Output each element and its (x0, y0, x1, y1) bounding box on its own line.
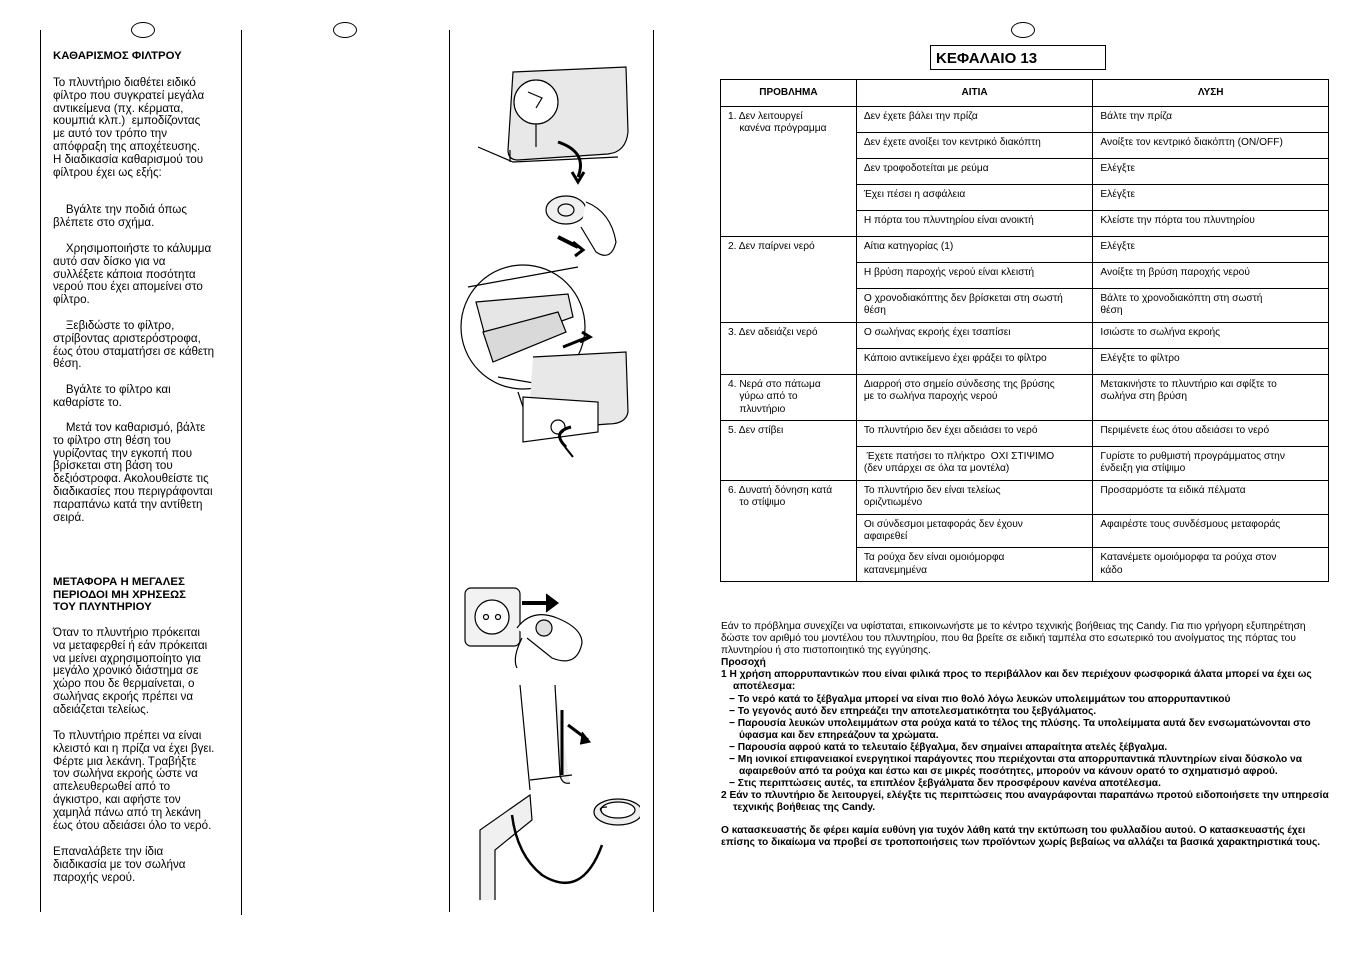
drain-hose-illustration (510, 680, 595, 795)
problem-cell: 1. Δεν λειτουργεί κανένα πρόγραμμα (721, 107, 857, 237)
transport-title: ΜΕΤΑΦΟΡΑ Η ΜΕΓΑΛΕΣ ΠΕΡΙΟΔΟΙ ΜΗ ΧΡΗΣΕΩΣ ΤΟΥ ΠΛΥΝΤΗΡΙΟΥ (53, 576, 186, 614)
cause-cell: Διαρροή στο σημείο σύνδεσης της βρύσης με το σωλήνα παροχής νερού (856, 374, 1093, 420)
manufacturer-disclaimer: Ο κατασκευαστής δε φέρει καμία ευθύνη για τυχόν λάθη κατά την εκτύπωση του φυλλαδίου αυτού. Ο κατασκευαστής έχει επίσης το δικαίωμα να προβεί σε τροποποιήσεις των προϊόντων χωρίς βεβαίως να αλλάζει τα βασικά χαρακτηριστικά τους. (721, 824, 1321, 848)
unplug-illustration (462, 578, 597, 668)
cause-cell: Έχετε πατήσει το πλήκτρο ΟΧΙ ΣΤΙΨΙΜΟ (δεν υπάρχει σε όλα τα μοντέλα) (856, 447, 1093, 481)
filter-step-3: Ξεβιδώστε το φίλτρο, στρίβοντας αριστερόστροφα, έως ότου σταματήσει σε κάθετη θέση. (53, 319, 215, 371)
solution-cell: Κατανέμετε ομοιόμορφα τα ρούχα στον κάδο (1093, 548, 1329, 582)
page-marker-oval (131, 22, 155, 38)
solution-cell: Αφαιρέστε τους συνδέσμους μεταφοράς (1093, 514, 1329, 548)
page-fold-line (653, 30, 654, 912)
cause-cell: Δεν έχετε βάλει την πρίζα (856, 107, 1093, 133)
note-bullet: − Το νερό κατά το ξέβγαλμα μπορεί να είναι πιο θολό λόγω λευκών υπολειμμάτων του απορρυπαντικού (729, 693, 1231, 705)
solution-cell: Μετακινήστε το πλυντήριο και σφίξτε το σωλήνα στη βρύση (1093, 374, 1329, 420)
left-margin-line (40, 30, 41, 912)
chapter-title: ΚΕΦΑΛΑΙΟ 13 (930, 45, 1106, 70)
cause-cell: Ο χρονοδιακόπτης δεν βρίσκεται στη σωστή θέση (856, 289, 1093, 323)
page-marker-oval (333, 22, 357, 38)
solution-cell: Ανοίξτε τον κεντρικό διακόπτη (ON/OFF) (1093, 133, 1329, 159)
cause-cell: Δεν έχετε ανοίξει τον κεντρικό διακόπτη (856, 133, 1093, 159)
hose-into-basin-illustration (470, 790, 640, 905)
problem-cell: 6. Δυνατή δόνηση κατά το στίψιμο (721, 480, 857, 581)
note-2: 2 Εάν το πλυντήριο δε λειτουργεί, ελέγξτε τις περιπτώσεις που αναγράφονται παραπάνω προτού ειδοποιήσετε την υπηρεσία τεχνικής βοήθειας της Candy. (721, 790, 1329, 814)
attention-heading: Προσοχή (721, 657, 766, 669)
table-row (721, 237, 1329, 263)
problem-cell: 4. Νερά στο πάτωμα γύρω από το πλυντήριο (721, 374, 857, 420)
solution-cell: Ελέγξτε (1093, 185, 1329, 211)
cause-cell: Δεν τροφοδοτείται με ρεύμα (856, 159, 1093, 185)
cause-cell: Έχει πέσει η ασφάλεια (856, 185, 1093, 211)
filter-step-1: Βγάλτε την ποδιά όπως βλέπετε στο σχήμα. (53, 203, 187, 229)
filter-intro-text: Το πλυντήριο διαθέτει ειδικό φίλτρο που συγκρατεί μεγάλα αντικείμενα (πχ. κέρματα, κουμπιά κλπ.) εμποδίζοντας με αυτό τον τρόπο την απόφραξη της αποχέτευσης. Η διαδικασία καθαρισμού του φίλτρου έχει ως εξής: (53, 76, 205, 179)
solution-cell: Ελέγξτε (1093, 159, 1329, 185)
filter-step-5: Μετά τον καθαρισμό, βάλτε το φίλτρο στη θέση του γυρίζοντας την εγκοπή που βρίσκεται στη βάση του δεξιόστροφα. Ακολουθείστε τις διαδικασίες που περιγράφονται παραπάνω κατά την αντίθετη σειρά. (53, 421, 213, 524)
troubleshooting-table (720, 79, 1329, 582)
note-bullet: − Το γεγονός αυτό δεν επηρεάζει την αποτελεσματικότητα του ξεβγάλματος. (729, 705, 1097, 717)
table-row (721, 107, 1329, 133)
header-problem: ΠΡΟΒΛΗΜΑ (721, 80, 857, 107)
filter-removal-illustration (458, 62, 643, 472)
filter-step-4: Βγάλτε το φίλτρο και καθαρίστε το. (53, 383, 171, 409)
filter-step-2: Χρησιμοποιήστε το κάλυμμα αυτό σαν δίσκο για να συλλέξετε κάποια ποσότητα νερού που έχει απομείνει στο φίλτρο. (53, 242, 212, 307)
cause-cell: Η βρύση παροχής νερού είναι κλειστή (856, 263, 1093, 289)
solution-cell: Ισιώστε το σωλήνα εκροής (1093, 322, 1329, 348)
page-marker-oval (1011, 22, 1035, 38)
cause-cell: Η πόρτα του πλυντηρίου είναι ανοικτή (856, 211, 1093, 237)
filter-cleaning-title: ΚΑΘΑΡΙΣΜΟΣ ΦΙΛΤΡΟΥ (53, 50, 182, 62)
solution-cell: Βάλτε την πρίζα (1093, 107, 1329, 133)
header-cause: ΑΙΤΙΑ (856, 80, 1093, 107)
solution-cell: Περιμένετε έως ότου αδειάσει το νερό (1093, 421, 1329, 447)
solution-cell: Ελέγξτε (1093, 237, 1329, 263)
problem-cell: 2. Δεν παίρνει νερό (721, 237, 857, 323)
solution-cell: Γυρίστε το ρυθμιστή προγράμματος στην ένδειξη για στίψιμο (1093, 447, 1329, 481)
transport-paragraph-1: Όταν το πλυντήριο πρόκειται να μεταφερθεί ή εάν πρόκειται να μείνει αχρησιμοποίητο για μεγάλο χρονικό διάστημα σε χώρο που δε θερμαίνεται, ο σωλήνας εκροής πρέπει να αδειάζεται τελείως. (53, 626, 208, 716)
problem-cell: 5. Δεν στίβει (721, 421, 857, 481)
notes-intro: Εάν το πρόβλημα συνεχίζει να υφίσταται, επικοινωνήστε με το κέντρο τεχνικής βοήθειας της Candy. Για πιο γρήγορη εξυπηρέτηση δώστε τον αριθμό του μοντέλου του πλυντηρίου, που θα βρείτε σε ειδική ταμπέλα στο εσωτερικό του ανοίγματος της πόρτας του πλυντηρίου ή στο πιστοποιητικό της εγγύησης. (721, 621, 1306, 657)
header-solution: ΛΥΣΗ (1093, 80, 1329, 107)
note-bullet: − Παρουσία λευκών υπολειμμάτων στα ρούχα κατά το τέλος της πλύσης. Τα υπολείμματα αυτά δεν ενσωματώνονται στο ύφασμα και δεν επηρεάζουν τα χρώματα. (729, 717, 1311, 741)
note-1: 1 Η χρήση απορρυπαντικών που είναι φιλικά προς το περιβάλλον και δεν περιέχουν φωσφορικά άλατα μπορεί να έχει ως αποτέλεσμα: (721, 669, 1312, 693)
note-bullet: − Παρουσία αφρού κατά το τελευταίο ξέβγαλμα, δεν σημαίνει απαραίτητα ατελές ξέβγαλμα. (729, 741, 1168, 753)
solution-cell: Ανοίξτε τη βρύση παροχής νερού (1093, 263, 1329, 289)
cause-cell: Κάποιο αντικείμενο έχει φράξει το φίλτρο (856, 348, 1093, 374)
illustration-left-line (449, 30, 450, 912)
cause-cell: Αίτια κατηγορίας (1) (856, 237, 1093, 263)
note-bullet: − Στις περιπτώσεις αυτές, τα επιπλέον ξεβγάλματα δεν προσφέρουν κανένα αποτέλεσμα. (729, 778, 1161, 790)
transport-paragraph-2: Το πλυντήριο πρέπει να είναι κλειστό και η πρίζα να έχει βγει. Φέρτε μια λεκάνη. Τραβήξτε τον σωλήνα εκροής ώστε να απελευθερωθεί από το άγκιστρο, και αφήστε τον χαμηλά πάνω από τη λεκάνη έως ότου αδειάσει όλο το νερό. (53, 729, 215, 832)
table-row (721, 421, 1329, 447)
cause-cell: Το πλυντήριο δεν έχει αδειάσει το νερό (856, 421, 1093, 447)
solution-cell: Ελέγξτε το φίλτρο (1093, 348, 1329, 374)
transport-paragraph-3: Επαναλάβετε την ίδια διαδικασία με τον σωλήνα παροχής νερού. (53, 845, 186, 884)
cause-cell: Ο σωλήνας εκροής έχει τσαπίσει (856, 322, 1093, 348)
cause-cell: Το πλυντήριο δεν είναι τελείως οριζντιωμένο (856, 480, 1093, 514)
cause-cell: Τα ρούχα δεν είναι ομοιόμορφα κατανεμημένα (856, 548, 1093, 582)
table-row (721, 322, 1329, 348)
cause-cell: Οι σύνδεσμοι μεταφοράς δεν έχουν αφαιρεθεί (856, 514, 1093, 548)
note-1-bullets (721, 694, 1329, 791)
table-row (721, 480, 1329, 514)
notes-section (721, 621, 1329, 849)
solution-cell: Βάλτε το χρονοδιακόπτη στη σωστή θέση (1093, 289, 1329, 323)
table-row (721, 374, 1329, 420)
problem-cell: 3. Δεν αδειάζει νερό (721, 322, 857, 374)
note-bullet: − Μη ιονικοί επιφανειακοί ενεργητικοί παράγοντες που περιέχονται στα απορρυπαντικά πλυντηρίων είναι δύσκολο να αφαιρεθούν από τα ρούχα και έστω και σε μικρές ποσότητες, μπορούν να κάνουν ορατό το σχηματισμό αφρού. (729, 754, 1302, 778)
solution-cell: Κλείστε την πόρτα του πλυντηρίου (1093, 211, 1329, 237)
solution-cell: Προσαρμόστε τα ειδικά πέλματα (1093, 480, 1329, 514)
